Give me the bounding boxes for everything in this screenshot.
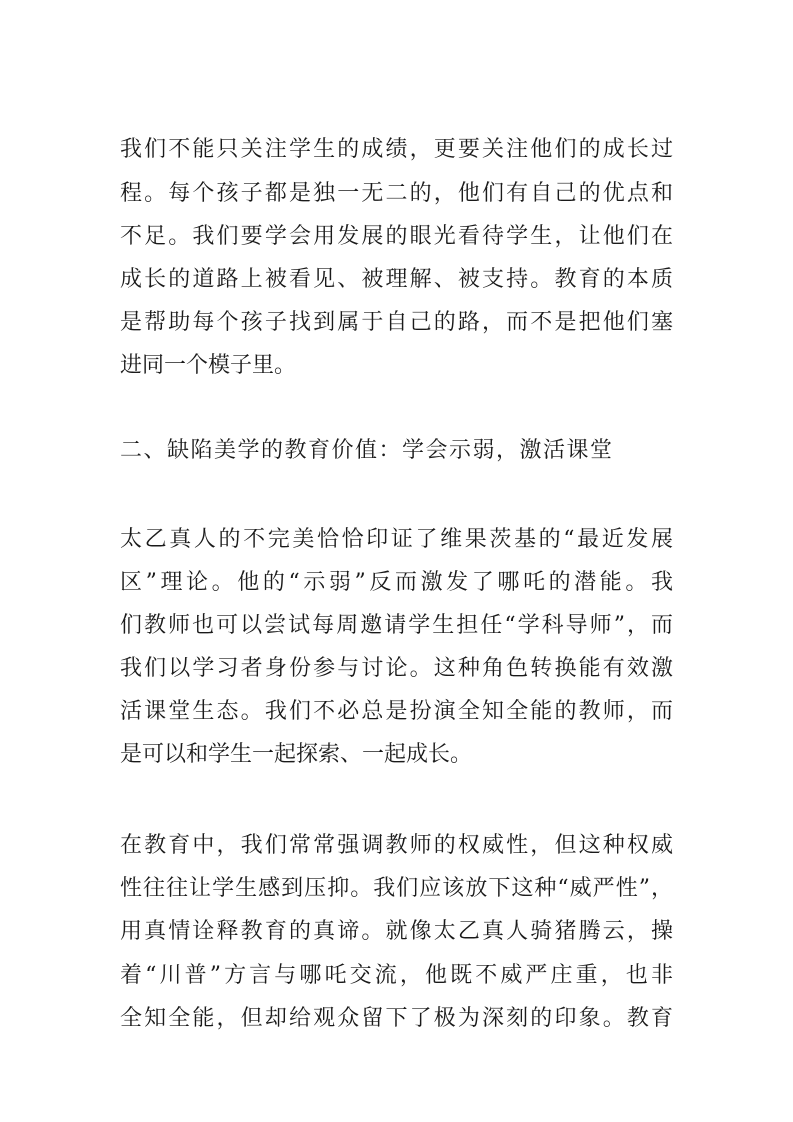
- text-line: 不足。我们要学会用发展的眼光看待学生，让他们在: [120, 224, 673, 249]
- text-line: 用真情诠释教育的真谛。就像太乙真人骑猪腾云，操: [120, 919, 673, 944]
- section-heading: 二、缺陷美学的教育价值：学会示弱，激活课堂: [120, 438, 614, 463]
- text-line: 是可以和学生一起探索、一起成长。: [120, 742, 473, 767]
- text-line: 程。每个孩子都是独一无二的，他们有自己的优点和: [120, 181, 673, 206]
- text-line: 在教育中，我们常常强调教师的权威性，但这种权威: [120, 833, 673, 858]
- text-line: 太乙真人的不完美恰恰印证了维果茨基的“最近发展: [120, 527, 673, 552]
- text-line: 着“川普”方言与哪吒交流，他既不威严庄重，也非: [120, 963, 673, 988]
- text-line: 我们不能只关注学生的成绩，更要关注他们的成长过: [120, 137, 673, 162]
- text-line: 成长的道路上被看见、被理解、被支持。教育的本质: [120, 267, 673, 292]
- text-line: 全知全能，但却给观众留下了极为深刻的印象。教育: [120, 1006, 673, 1031]
- text-line: 活课堂生态。我们不必总是扮演全知全能的教师，而: [120, 699, 673, 724]
- text-line: 我们以学习者身份参与讨论。这种角色转换能有效激: [120, 656, 673, 681]
- text-line: 性往往让学生感到压抑。我们应该放下这种“威严性”，: [120, 876, 673, 901]
- text-line: 们教师也可以尝试每周邀请学生担任“学科导师”，而: [120, 613, 673, 638]
- text-line: 是帮助每个孩子找到属于自己的路，而不是把他们塞: [120, 310, 673, 335]
- text-line: 区”理论。他的“示弱”反而激发了哪吒的潜能。我: [120, 570, 673, 595]
- text-line: 进同一个模子里。: [120, 353, 297, 378]
